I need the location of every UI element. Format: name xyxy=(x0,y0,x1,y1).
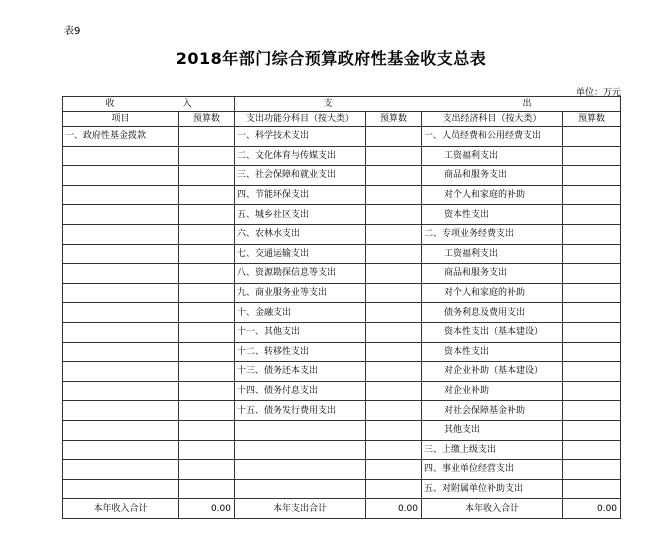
income-item-cell xyxy=(63,460,179,480)
table-row xyxy=(63,146,621,166)
table-row xyxy=(63,440,621,460)
table-row xyxy=(63,401,621,421)
func-budget-cell xyxy=(366,283,422,303)
func-budget-cell xyxy=(366,303,422,323)
econ-item-cell: 其他支出 xyxy=(422,420,563,440)
econ-item-cell: 四、事业单位经营支出 xyxy=(422,460,563,480)
income-item-cell xyxy=(63,303,179,323)
econ-item-cell: 对社会保障基金补助 xyxy=(422,401,563,421)
income-budget-cell xyxy=(179,185,235,205)
econ-item-cell: 一、人员经费和公用经费支出 xyxy=(422,127,563,147)
col-item-header: 项目 xyxy=(63,112,179,127)
func-budget-cell xyxy=(366,244,422,264)
func-budget-cell xyxy=(366,185,422,205)
econ-item-cell: 债务利息及费用支出 xyxy=(422,303,563,323)
func-item-cell xyxy=(235,440,366,460)
econ-item-cell: 工资福利支出 xyxy=(422,244,563,264)
income-budget-cell xyxy=(179,224,235,244)
income-budget-cell xyxy=(179,420,235,440)
income-budget-cell xyxy=(179,264,235,284)
func-item-cell: 二、文化体育与传媒支出 xyxy=(235,146,366,166)
expense-total-label: 本年支出合计 xyxy=(235,499,366,519)
func-item-cell xyxy=(235,420,366,440)
income-budget-cell xyxy=(179,127,235,147)
table-row xyxy=(63,303,621,323)
func-budget-cell xyxy=(366,420,422,440)
econ-budget-cell xyxy=(563,381,621,401)
income-item-cell xyxy=(63,342,179,362)
econ-total-label: 本年收入合计 xyxy=(422,499,563,519)
func-budget-cell xyxy=(366,264,422,284)
econ-budget-cell xyxy=(563,460,621,480)
income-item-cell xyxy=(63,283,179,303)
income-item-cell xyxy=(63,166,179,186)
income-item-cell xyxy=(63,479,179,499)
func-budget-cell xyxy=(366,479,422,499)
income-budget-cell xyxy=(179,322,235,342)
func-budget-cell xyxy=(366,440,422,460)
col-budget-header: 预算数 xyxy=(179,112,235,127)
table-row xyxy=(63,244,621,264)
func-budget-cell xyxy=(366,205,422,225)
econ-budget-cell xyxy=(563,342,621,362)
func-budget-cell xyxy=(366,322,422,342)
page-title: 2018年部门综合预算政府性基金收支总表 xyxy=(175,49,487,68)
table-row xyxy=(63,479,621,499)
func-item-cell: 四、节能环保支出 xyxy=(235,185,366,205)
func-budget-cell xyxy=(366,146,422,166)
func-item-cell: 十一、其他支出 xyxy=(235,322,366,342)
table-row xyxy=(63,342,621,362)
func-budget-cell xyxy=(366,342,422,362)
econ-item-cell: 对企业补助（基本建设） xyxy=(422,362,563,382)
econ-item-cell: 商品和服务支出 xyxy=(422,166,563,186)
func-budget-cell xyxy=(366,127,422,147)
func-budget-cell xyxy=(366,166,422,186)
econ-budget-cell xyxy=(563,283,621,303)
econ-item-cell: 五、对附属单位补助支出 xyxy=(422,479,563,499)
expense-total-value: 0.00 xyxy=(366,499,422,519)
table-row xyxy=(63,166,621,186)
income-budget-cell xyxy=(179,283,235,303)
table-row xyxy=(63,224,621,244)
econ-budget-cell xyxy=(563,264,621,284)
econ-budget-cell xyxy=(563,303,621,323)
unit-label: 单位：万元 xyxy=(575,88,621,98)
income-item-cell xyxy=(63,322,179,342)
income-budget-cell xyxy=(179,401,235,421)
income-item-cell xyxy=(63,420,179,440)
econ-budget-cell xyxy=(563,420,621,440)
table-row xyxy=(63,420,621,440)
table-row xyxy=(63,381,621,401)
income-item-cell xyxy=(63,185,179,205)
income-item-cell xyxy=(63,244,179,264)
econ-budget-cell xyxy=(563,401,621,421)
income-budget-cell xyxy=(179,381,235,401)
econ-item-cell: 三、上缴上级支出 xyxy=(422,440,563,460)
econ-item-cell: 工资福利支出 xyxy=(422,146,563,166)
income-budget-cell xyxy=(179,205,235,225)
econ-item-cell: 对企业补助 xyxy=(422,381,563,401)
table-row xyxy=(63,283,621,303)
income-budget-cell xyxy=(179,460,235,480)
income-header: 收 入 xyxy=(63,97,235,112)
func-item-cell: 十四、债务付息支出 xyxy=(235,381,366,401)
income-item-cell xyxy=(63,264,179,284)
income-item-cell xyxy=(63,224,179,244)
income-budget-cell xyxy=(179,166,235,186)
table-row xyxy=(63,127,621,147)
econ-item-cell: 二、专项业务经费支出 xyxy=(422,224,563,244)
income-item-cell xyxy=(63,440,179,460)
income-budget-cell xyxy=(179,440,235,460)
econ-item-cell: 对个人和家庭的补助 xyxy=(422,185,563,205)
econ-budget-cell xyxy=(563,224,621,244)
income-budget-cell xyxy=(179,342,235,362)
budget-table xyxy=(62,96,621,519)
income-item-cell xyxy=(63,205,179,225)
econ-item-cell: 资本性支出 xyxy=(422,342,563,362)
func-item-cell xyxy=(235,479,366,499)
table-row xyxy=(63,460,621,480)
func-item-cell: 五、城乡社区支出 xyxy=(235,205,366,225)
econ-budget-cell xyxy=(563,440,621,460)
func-item-cell: 一、科学技术支出 xyxy=(235,127,366,147)
income-budget-cell xyxy=(179,146,235,166)
expense-header: 支 出 xyxy=(235,97,621,112)
econ-budget-cell xyxy=(563,479,621,499)
econ-total-value: 0.00 xyxy=(563,499,621,519)
econ-budget-cell xyxy=(563,362,621,382)
income-total-label: 本年收入合计 xyxy=(63,499,179,519)
econ-item-cell: 商品和服务支出 xyxy=(422,264,563,284)
func-budget-cell xyxy=(366,381,422,401)
table-row xyxy=(63,185,621,205)
income-item-cell xyxy=(63,401,179,421)
econ-budget-cell xyxy=(563,205,621,225)
func-item-cell: 三、社会保障和就业支出 xyxy=(235,166,366,186)
econ-budget-cell xyxy=(563,127,621,147)
func-budget-cell xyxy=(366,401,422,421)
func-item-cell: 十二、转移性支出 xyxy=(235,342,366,362)
income-budget-cell xyxy=(179,362,235,382)
income-budget-cell xyxy=(179,303,235,323)
econ-budget-cell xyxy=(563,166,621,186)
income-item-cell: 一、政府性基金拨款 xyxy=(63,127,179,147)
func-item-cell: 十、金融支出 xyxy=(235,303,366,323)
func-item-cell: 十五、债务发行费用支出 xyxy=(235,401,366,421)
income-item-cell xyxy=(63,381,179,401)
table-row xyxy=(63,362,621,382)
table-row xyxy=(63,264,621,284)
func-budget-cell xyxy=(366,460,422,480)
func-item-cell: 十三、债务还本支出 xyxy=(235,362,366,382)
func-item-cell xyxy=(235,460,366,480)
income-item-cell xyxy=(63,146,179,166)
col-econ-header: 支出经济科目（按大类） xyxy=(422,112,563,127)
income-total-value: 0.00 xyxy=(179,499,235,519)
income-budget-cell xyxy=(179,244,235,264)
econ-budget-cell xyxy=(563,185,621,205)
econ-item-cell: 资本性支出（基本建设） xyxy=(422,322,563,342)
col-budget-header: 预算数 xyxy=(366,112,422,127)
func-item-cell: 七、交通运输支出 xyxy=(235,244,366,264)
econ-item-cell: 对个人和家庭的补助 xyxy=(422,283,563,303)
func-budget-cell xyxy=(366,362,422,382)
func-item-cell: 九、商业服务业等支出 xyxy=(235,283,366,303)
econ-item-cell: 资本性支出 xyxy=(422,205,563,225)
col-func-header: 支出功能分科目（按大类） xyxy=(235,112,366,127)
table-number: 表9 xyxy=(64,26,81,37)
func-item-cell: 六、农林水支出 xyxy=(235,224,366,244)
func-item-cell: 八、资源勘探信息等支出 xyxy=(235,264,366,284)
table-row xyxy=(63,322,621,342)
func-budget-cell xyxy=(366,224,422,244)
totals-row xyxy=(63,499,621,519)
econ-budget-cell xyxy=(563,322,621,342)
econ-budget-cell xyxy=(563,244,621,264)
income-budget-cell xyxy=(179,479,235,499)
table-row xyxy=(63,205,621,225)
col-budget-header: 预算数 xyxy=(563,112,621,127)
income-item-cell xyxy=(63,362,179,382)
econ-budget-cell xyxy=(563,146,621,166)
